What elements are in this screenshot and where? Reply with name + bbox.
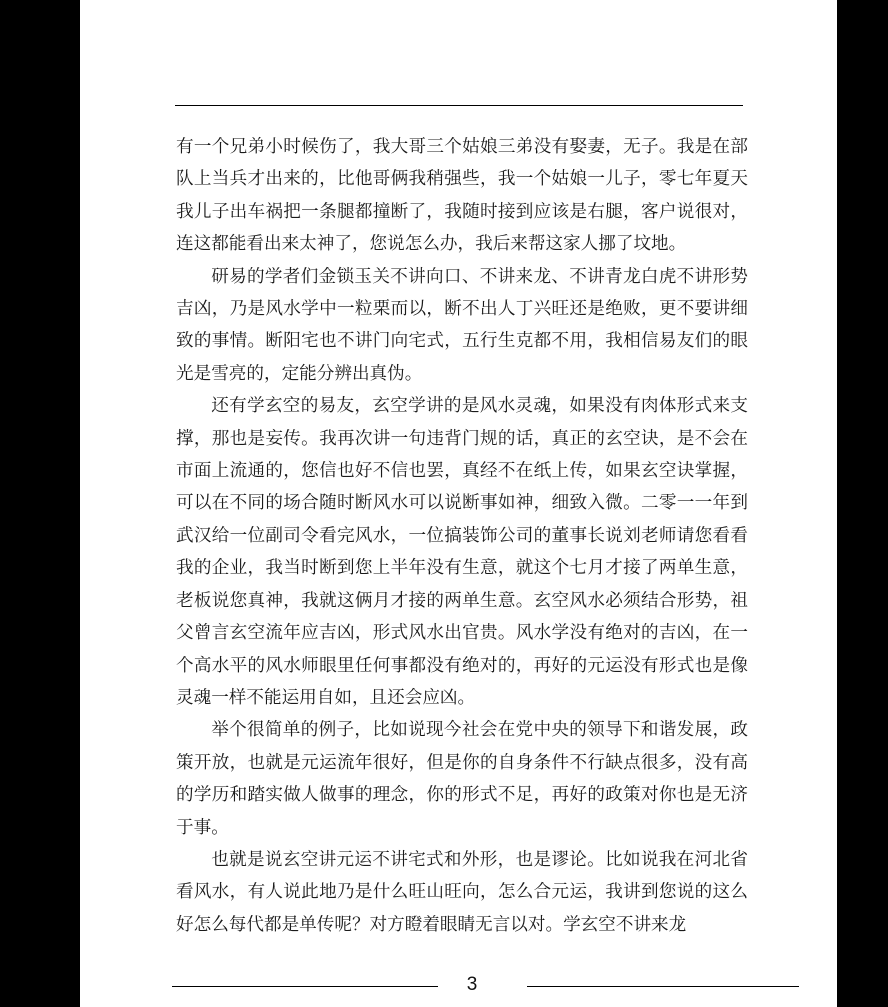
page-number: 3	[466, 974, 478, 995]
paragraph-4: 举个很简单的例子，比如说现今社会在党中央的领导下和谐发展，政策开放，也就是元运流年很好，但是你的自身条件不行缺点很多，没有高的学历和踏实做人做事的理念，你的形式不足，再好的政策对你也是无济于事。	[176, 720, 748, 838]
paragraph-5: 也就是说玄空讲元运不讲宅式和外形，也是谬论。比如说我在河北省看风水，有人说此地乃是什么旺山旺向，怎么合元运，我讲到您说的这么好怎么每代都是单传呢？对方瞪着眼睛无言以对。学玄空不讲来龙	[176, 849, 748, 935]
document-page	[80, 0, 837, 1007]
paragraph-3: 还有学玄空的易友，玄空学讲的是风水灵魂，如果没有肉体形式来支撑，那也是妄传。我再次讲一句违背门规的话，真正的玄空诀，是不会在市面上流通的，您信也好不信也罢，真经不在纸上传，如果玄空诀掌握，可以在不同的场合随时断风水可以说断事如神，细致入微。二零一一年到武汉给一位副司令看完风水，一位搞装饰公司的董事长说刘老师请您看看我的企业，我当时断到您上半年没有生意，就这个七月才接了两单生意，老板说您真神，我就这俩月才接的两单生意。玄空风水必须结合形势，祖父曾言玄空流年应吉凶，形式风水出官贵。风水学没有绝对的吉凶，在一个高水平的风水师眼里任何事都没有绝对的，再好的元运没有形式也是像灵魂一样不能运用自如，且还会应凶。	[176, 396, 748, 708]
body-text	[176, 131, 748, 941]
header-rule	[175, 105, 743, 106]
paragraph-1: 有一个兄弟小时候伤了，我大哥三个姑娘三弟没有娶妻，无子。我是在部队上当兵才出来的，比他哥俩我稍强些，我一个姑娘一儿子，零七年夏天我儿子出车祸把一条腿都撞断了，我随时接到应该是右腿，客户说很对，连这都能看出来太神了，您说怎么办，我后来帮这家人挪了坟地。	[176, 137, 748, 255]
footer-rule-left	[172, 986, 438, 987]
footer-rule-right	[527, 986, 799, 987]
paragraph-2: 研易的学者们金锁玉关不讲向口、不讲来龙、不讲青龙白虎不讲形势吉凶，乃是风水学中一粒栗而以，断不出人丁兴旺还是绝败，更不要讲细致的事情。断阳宅也不讲门向宅式，五行生克都不用，我相信易友们的眼光是雪亮的，定能分辨出真伪。	[176, 266, 748, 384]
